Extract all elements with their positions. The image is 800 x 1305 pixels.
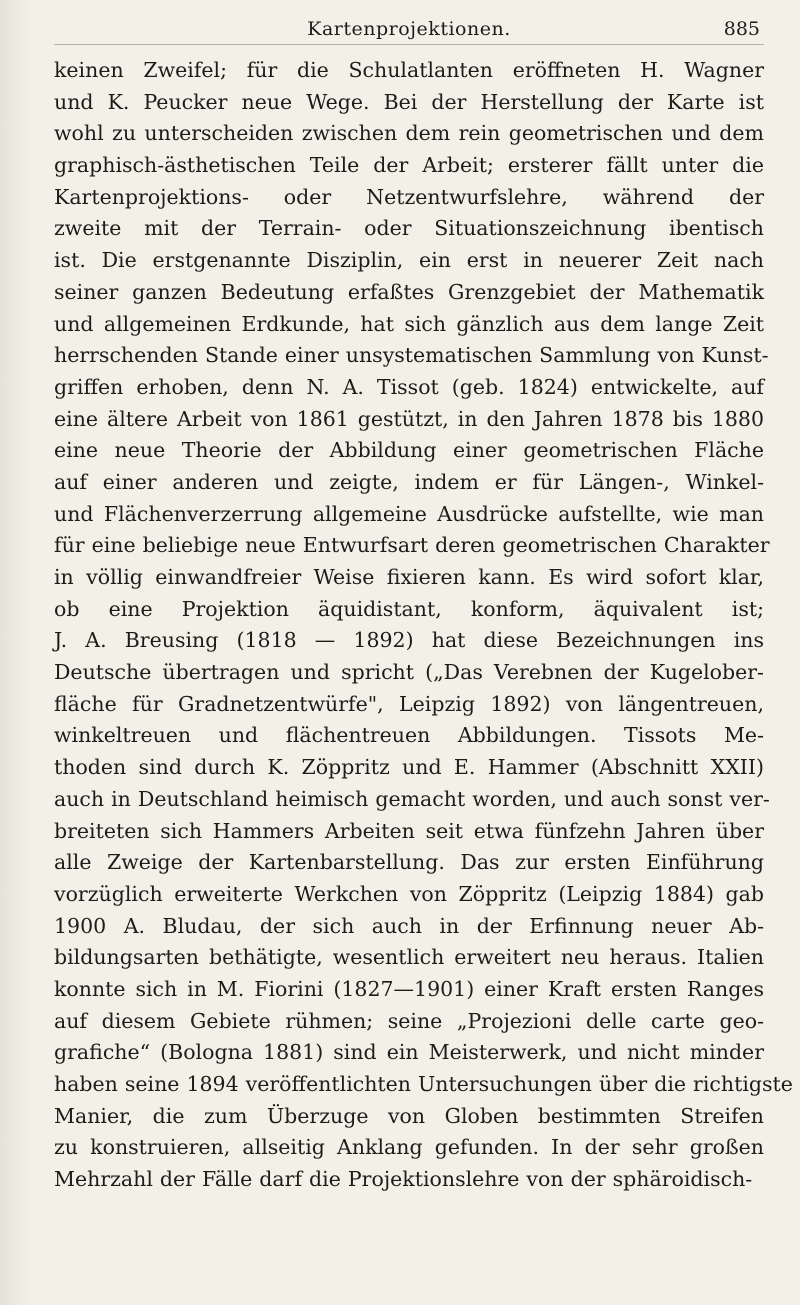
text-line: wohl zu unterscheiden zwischen dem rein geometrischen und dem bbox=[54, 121, 764, 146]
text-line: für eine beliebige neue Entwurfsart deren geometrischen Charakter bbox=[54, 533, 770, 558]
text-line: graphisch-ästhetischen Teile der Arbeit; ersterer fällt unter die bbox=[54, 153, 764, 178]
text-line: Deutsche übertragen und spricht („Das Verebnen der Kugelober- bbox=[54, 660, 764, 685]
text-line: und allgemeinen Erdkunde, hat sich gänzlich aus dem lange Zeit bbox=[54, 311, 764, 336]
text-line: Mehrzahl der Fälle darf die Projektionslehre von der sphäroidisch- bbox=[54, 1167, 753, 1192]
page-number: 885 bbox=[723, 18, 760, 40]
text-line: und Flächenverzerrung allgemeine Ausdrücke aufstellte, wie man bbox=[54, 501, 764, 526]
text-line: vorzüglich erweiterte Werkchen von Zöppritz (Leipzig 1884) gab bbox=[54, 881, 764, 906]
text-line: ob eine Projektion äquidistant, konform, äquivalent ist; bbox=[54, 596, 764, 621]
text-line: bildungsarten bethätigte, wesentlich erweitert neu heraus. Italien bbox=[54, 945, 764, 970]
text-line: 1900 A. Bludau, der sich auch in der Erfinnung neuer Ab- bbox=[54, 913, 764, 938]
text-line: J. A. Breusing (1818 — 1892) hat diese Bezeichnungen ins bbox=[54, 628, 764, 653]
text-line: eine ältere Arbeit von 1861 gestützt, in den Jahren 1878 bis 1880 bbox=[54, 406, 764, 431]
text-line: herrschenden Stande einer unsystematischen Sammlung von Kunst- bbox=[54, 343, 769, 368]
running-title: Kartenprojektionen. bbox=[307, 18, 511, 40]
text-line: in völlig einwandfreier Weise fixieren kann. Es wird sofort klar, bbox=[54, 565, 764, 589]
text-line: Kartenprojektions- oder Netzentwurfslehre, während der bbox=[54, 184, 764, 209]
text-line: fläche für Gradnetzentwürfe", Leipzig 1892) von längentreuen, bbox=[54, 691, 764, 716]
text-line: Manier, die zum Überzuge von Globen bestimmten Streifen bbox=[54, 1103, 764, 1128]
text-line: breiteten sich Hammers Arbeiten seit etwa fünfzehn Jahren über bbox=[54, 818, 764, 843]
text-line: griffen erhoben, denn N. A. Tissot (geb. 1824) entwickelte, auf bbox=[54, 374, 764, 399]
text-line: zweite mit der Terrain- oder Situationszeichnung ibentisch bbox=[54, 216, 764, 241]
text-line: konnte sich in M. Fiorini (1827—1901) einer Kraft ersten Ranges bbox=[54, 976, 764, 1001]
text-line: haben seine 1894 veröffentlichten Untersuchungen über die richtigste bbox=[54, 1072, 793, 1096]
text-line: eine neue Theorie der Abbildung einer geometrischen Fläche bbox=[54, 438, 764, 463]
text-line: und K. Peucker neue Wege. Bei der Herstellung der Karte ist bbox=[54, 89, 764, 114]
text-line: keinen Zweifel; für die Schulatlanten eröffneten H. Wagner bbox=[54, 58, 764, 82]
running-header bbox=[54, 10, 764, 45]
body-text bbox=[54, 55, 793, 1196]
text-line: winkeltreuen und flächentreuen Abbildungen. Tissots Me- bbox=[54, 723, 764, 748]
text-line: zu konstruieren, allseitig Anklang gefunden. In der sehr großen bbox=[54, 1135, 764, 1160]
text-line: grafiche“ (Bologna 1881) sind ein Meisterwerk, und nicht minder bbox=[54, 1040, 764, 1065]
text-line: thoden sind durch K. Zöppritz und E. Hammer (Abschnitt XXII) bbox=[54, 755, 764, 780]
text-line: auch in Deutschland heimisch gemacht worden, und auch sonst ver- bbox=[54, 786, 770, 811]
text-line: seiner ganzen Bedeutung erfaßtes Grenzgebiet der Mathematik bbox=[54, 279, 764, 304]
text-line: auf diesem Gebiete rühmen; seine „Projezioni delle carte geo- bbox=[54, 1008, 764, 1033]
text-line: ist. Die erstgenannte Disziplin, ein erst in neuerer Zeit nach bbox=[54, 248, 764, 273]
text-line: auf einer anderen und zeigte, indem er für Längen-, Winkel- bbox=[54, 469, 764, 494]
text-line: alle Zweige der Kartenbarstellung. Das zur ersten Einführung bbox=[54, 850, 764, 875]
